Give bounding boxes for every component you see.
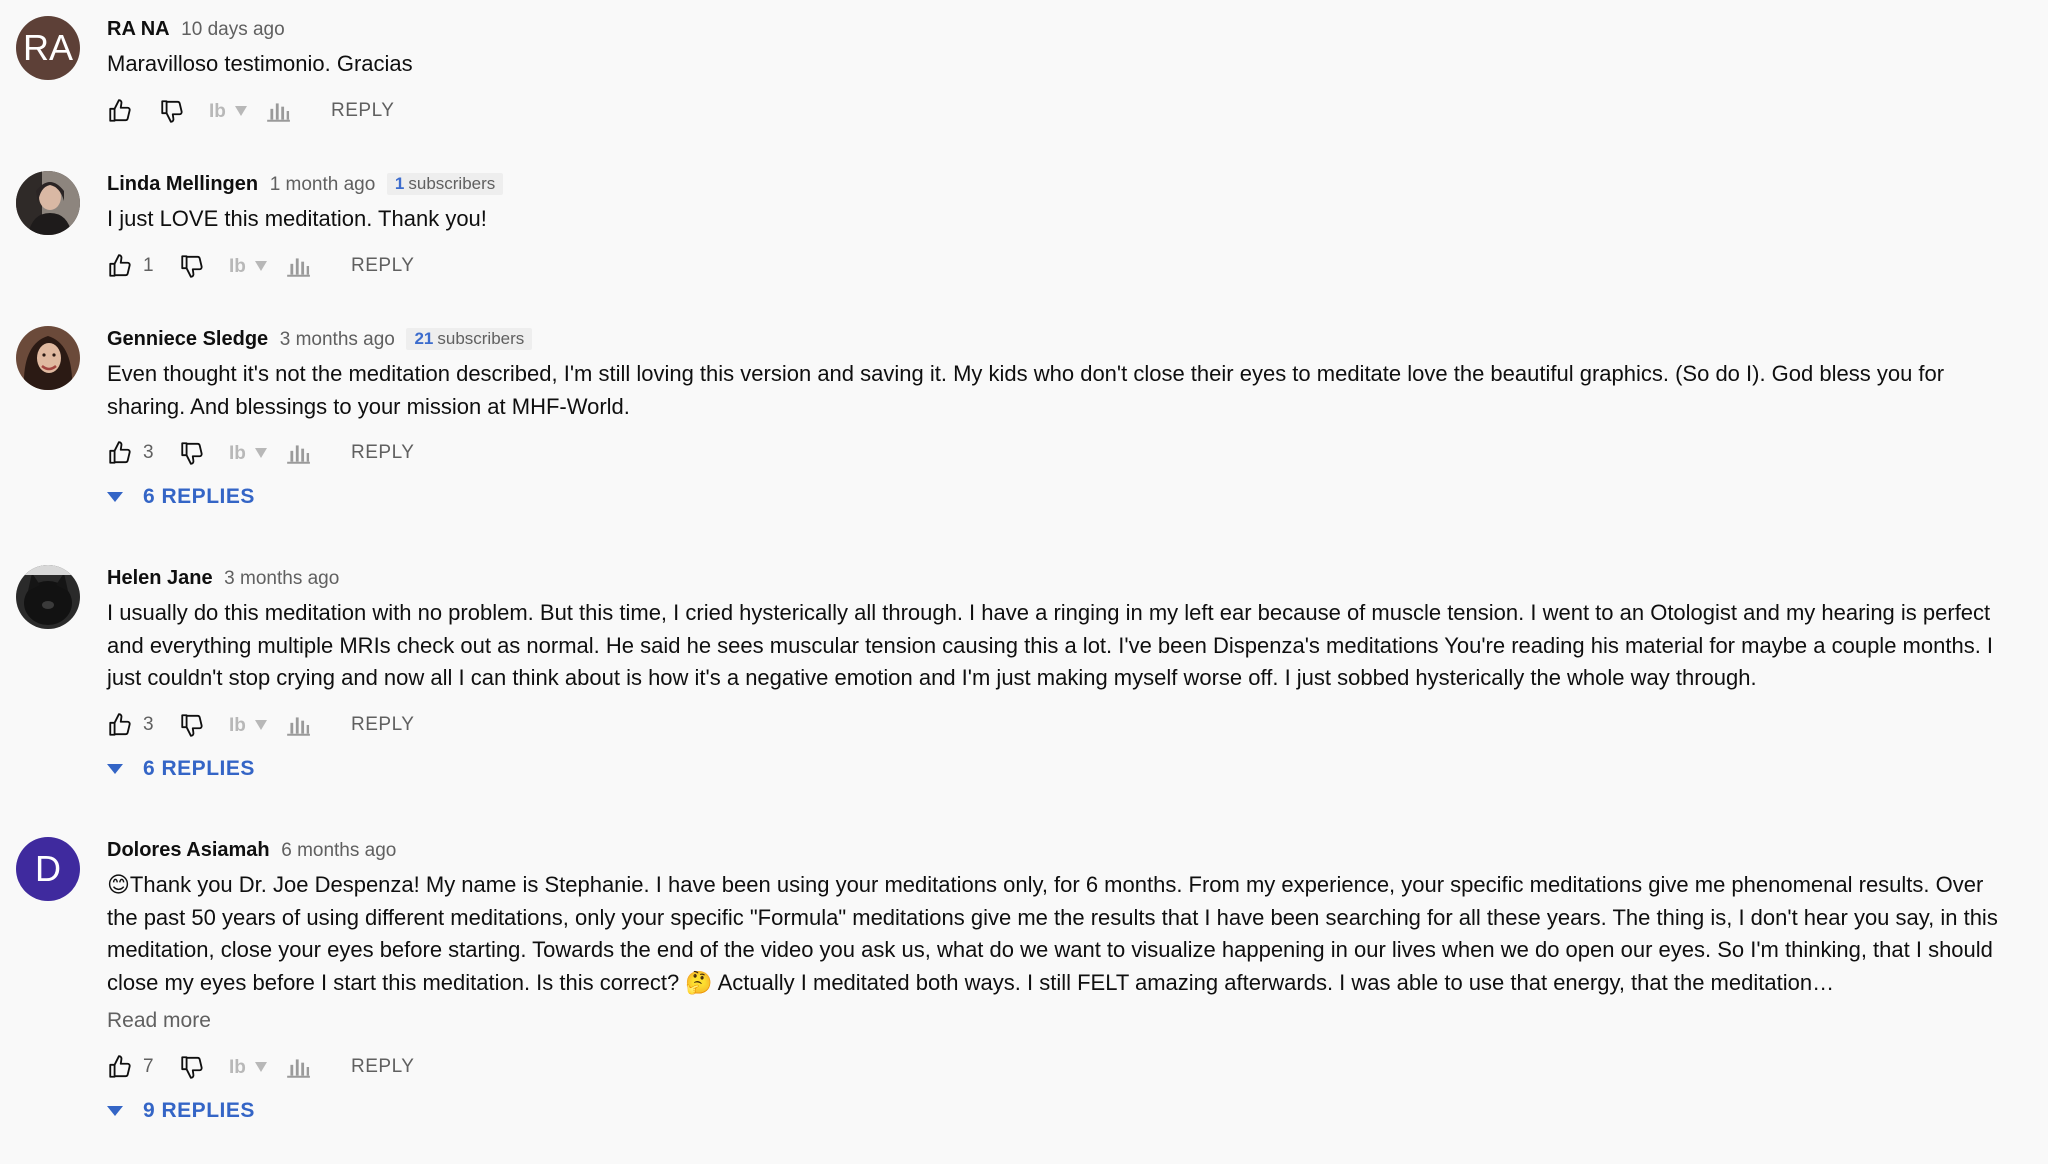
comment-text: Even thought it's not the meditation described, I'm still loving this version and saving it. My kids who don't close their eyes to meditate love the beautiful graphics. (So do I). God bless you for sharing. And blessings to your mission at MHF-World. — [107, 361, 1945, 419]
replies-label: 6 REPLIES — [143, 485, 255, 508]
thumb-down-icon[interactable] — [179, 1054, 205, 1080]
like-count: 1 — [143, 254, 154, 276]
avatar[interactable]: D — [16, 837, 80, 901]
thumb-up-icon[interactable] — [107, 253, 133, 279]
thumb-down-icon[interactable] — [179, 253, 205, 279]
view-replies-button[interactable] — [107, 475, 2014, 519]
replies-label: 9 REPLIES — [143, 1099, 255, 1122]
view-replies-button[interactable] — [107, 1089, 2014, 1133]
comment-author[interactable]: Dolores Asiamah — [107, 839, 270, 861]
reply-button[interactable]: REPLY — [351, 713, 415, 735]
comment-author[interactable]: Helen Jane — [107, 567, 213, 589]
return-youtube-dislike-icon[interactable] — [229, 254, 275, 278]
comment-text: I usually do this meditation with no problem. But this time, I cried hysterically all through. I have a ringing in my left ear because of muscle tension. I went to an Otologist and my hearing is perfect and everything multiple MRIs check out as normal. He said he sees muscular tension causing this a lot. I've been Dispenza's meditations You're reading his material for maybe a couple months. I just couldn't stop crying and now all I can think about is how it's a negative emotion and I'm just making myself worse off. I just sobbed hysterically the whole way through. — [107, 600, 1994, 690]
reply-button[interactable]: REPLY — [331, 99, 395, 121]
thumb-up-icon[interactable] — [107, 440, 133, 466]
return-youtube-dislike-icon[interactable] — [209, 99, 255, 123]
caret-down-icon — [107, 764, 123, 774]
subscriber-badge — [387, 173, 503, 195]
comment-author[interactable]: RA NA — [107, 18, 170, 40]
reply-button[interactable]: REPLY — [351, 254, 415, 276]
thumb-down-icon[interactable] — [159, 98, 185, 124]
thumb-up-icon[interactable] — [107, 98, 133, 124]
subscriber-badge — [406, 328, 532, 350]
avatar-photo-icon — [16, 565, 80, 629]
comment-timestamp[interactable]: 3 months ago — [224, 568, 340, 589]
replies-label: 6 REPLIES — [143, 756, 255, 780]
comment-text: Maravilloso testimonio. Gracias — [107, 51, 413, 76]
return-youtube-dislike-icon[interactable] — [229, 1055, 275, 1079]
return-youtube-dislike-icon[interactable] — [229, 441, 275, 465]
avatar[interactable]: RA — [16, 16, 80, 80]
like-count: 3 — [143, 713, 154, 735]
comment-timestamp[interactable]: 10 days ago — [181, 19, 285, 40]
comment-text: I just LOVE this meditation. Thank you! — [107, 206, 487, 231]
caret-down-icon — [107, 492, 123, 502]
subscriber-count: 1 — [394, 174, 405, 193]
reply-button[interactable]: REPLY — [351, 442, 415, 463]
stats-chart-icon[interactable] — [265, 98, 291, 124]
read-more-link[interactable]: Read more — [107, 1009, 211, 1032]
view-replies-button[interactable] — [107, 747, 2014, 791]
avatar[interactable] — [16, 565, 80, 629]
comment-timestamp[interactable]: 1 month ago — [269, 174, 376, 195]
like-count: 7 — [143, 1056, 154, 1077]
avatar-photo-icon — [16, 171, 80, 235]
avatar-photo-icon — [16, 326, 80, 390]
thumb-up-icon[interactable] — [107, 1054, 133, 1080]
reply-button[interactable]: REPLY — [351, 1056, 415, 1077]
thumb-down-icon[interactable] — [179, 440, 205, 466]
subscriber-label: subscribers — [408, 174, 496, 193]
avatar[interactable] — [16, 326, 80, 390]
like-count: 3 — [143, 442, 154, 463]
stats-chart-icon[interactable] — [285, 253, 311, 279]
stats-chart-icon[interactable] — [285, 440, 311, 466]
thumb-up-icon[interactable] — [107, 712, 133, 738]
comment-author[interactable]: Linda Mellingen — [107, 173, 259, 195]
comment-text: 😊Thank you Dr. Joe Despenza! My name is Stephanie. I have been using your meditations only, for 6 months. From my experience, your specific meditations give me phenomenal results. Over the past 50 years of using different meditations, only your specific "Formula" meditations give me the results that I have been searching for all these years. The thing is, I don't hear you say, in this meditation, close your eyes before starting. Towards the end of the video you ask us, what do we want to visualize happening in our lives when we do open our eyes. So I'm thinking, that I should close my eyes before I start this meditation. Is this correct? 🤔 Actually I meditated both ways. I still FELT amazing afterwards. I was able to use that energy, that the meditation… — [107, 872, 1998, 995]
comment-timestamp[interactable]: 3 months ago — [279, 329, 395, 350]
subscriber-count: 21 — [414, 329, 434, 348]
return-youtube-dislike-icon[interactable] — [229, 713, 275, 737]
caret-down-icon — [107, 1106, 123, 1116]
thumb-down-icon[interactable] — [179, 712, 205, 738]
subscriber-label: subscribers — [437, 329, 525, 348]
stats-chart-icon[interactable] — [285, 1054, 311, 1080]
avatar[interactable] — [16, 171, 80, 235]
stats-chart-icon[interactable] — [285, 712, 311, 738]
comment-author[interactable]: Genniece Sledge — [107, 328, 269, 350]
comment-timestamp[interactable]: 6 months ago — [281, 840, 397, 861]
